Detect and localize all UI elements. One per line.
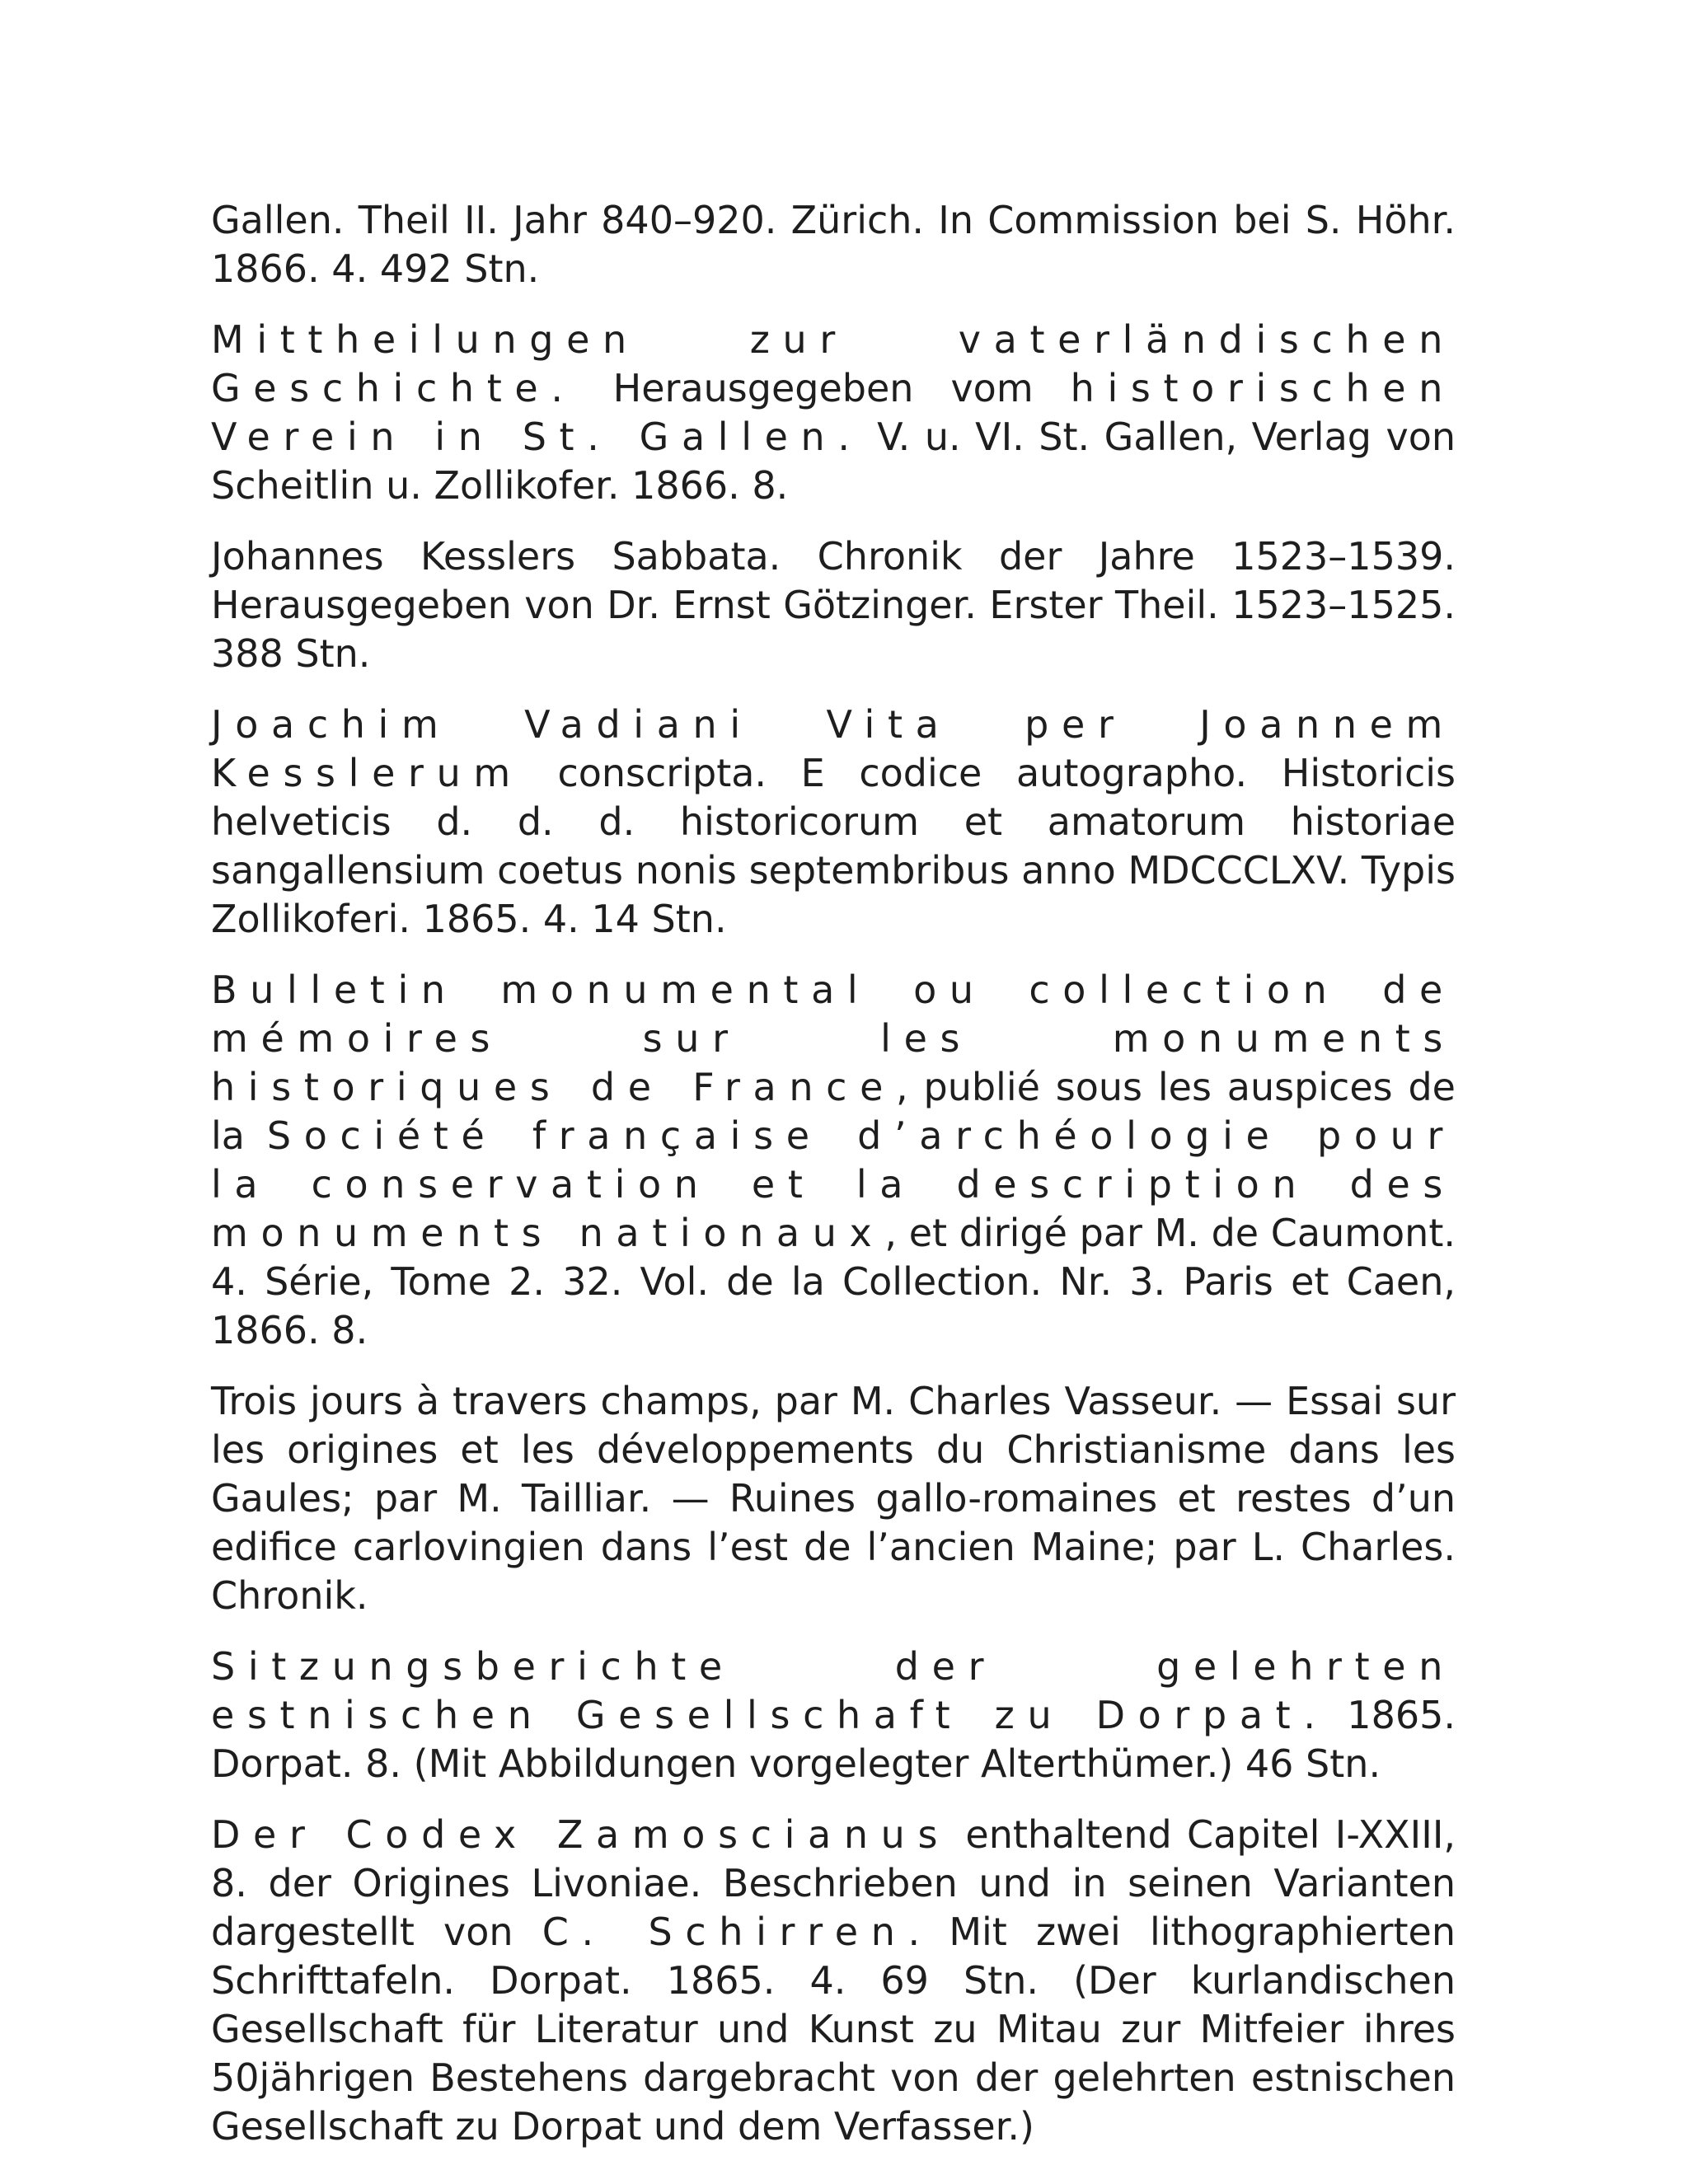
entry-text: Herausgegeben vom <box>575 366 1071 410</box>
entry-text: , publié sous les auspices de la <box>211 1065 1456 1158</box>
bibliography-entry <box>211 1643 1456 1788</box>
bibliography-entry <box>211 196 1456 293</box>
bibliography-entry <box>211 701 1456 944</box>
bibliography-entry <box>211 1811 1456 2151</box>
entry-text: . Mit zwei lithographierten Schrifttafeln. Dorpat. 1865. 4. 69 Stn. (Der kurlandischen Gesellschaft für Literatur und Kunst zu Mitau zur Mitfeier ihres 50jährigen Bestehens dargebracht von der gelehrten estnischen Gesellschaft zu Dorpat und dem Verfasser.) <box>211 1910 1456 2149</box>
spaced-title: Société française d’archéologie pour la conservation et la description des monuments nationaux <box>211 1113 1456 1255</box>
bibliography-entry <box>211 316 1456 510</box>
entry-text: Gallen. Theil II. Jahr 840–920. Zürich. In Commission bei S. Höhr. 1866. 4. 492 Stn. <box>211 198 1456 291</box>
entry-text: 1865. Dorpat. 8. (Mit Abbildungen vorgelegter Alterthümer.) 46 Stn. <box>211 1693 1456 1786</box>
bibliography-entry <box>211 532 1456 678</box>
entry-text: conscripta. E codice autographo. Historicis helveticis d. d. d. historicorum et amatorum historiae sangallensium coetus nonis septembribus anno MDCCCLXV. Typis Zollikoferi. 1865. 4. 14 Stn. <box>211 751 1456 941</box>
bibliography-entry <box>211 1377 1456 1620</box>
spaced-title: Mittheilungen zur vaterländischen Geschichte. <box>211 317 1456 410</box>
entry-text: V. u. VI. St. Gallen, Verlag von Scheitlin u. Zollikofer. 1866. 8. <box>211 415 1456 508</box>
bibliography-entry <box>211 966 1456 1355</box>
spaced-title: Der Codex Zamoscianus <box>211 1812 951 1857</box>
entry-text: , et dirigé par M. de Caumont. 4. Série, Tome 2. 32. Vol. de la Collection. Nr. 3. Paris et Caen, 1866. 8. <box>211 1211 1456 1352</box>
entry-text: enthaltend Capitel I-XXIII, 8. der Origines Livoniae. Beschrieben und in seinen Varianten dargestellt von <box>211 1812 1456 1954</box>
spaced-title: Joachim Vadiani Vita per Joannem Kesslerum <box>211 702 1456 795</box>
entry-text: Johannes Kesslers Sabbata. Chronik der Jahre 1523–1539. Herausgegeben von Dr. Ernst Götzinger. Erster Theil. 1523–1525. 388 Stn. <box>211 534 1456 676</box>
entry-text: Trois jours à travers champs, par M. Charles Vasseur. — Essai sur les origines et les développements du Christianisme dans les Gaules; par M. Tailliar. — Ruines gallo-romaines et restes d’un edifice carlovingien dans l’est de l’ancien Maine; par L. Charles. Chronik. <box>211 1379 1456 1618</box>
spaced-title: C. Schirren <box>542 1910 908 1954</box>
spaced-title: historischen Verein in St. Gallen. <box>211 366 1456 459</box>
document-page <box>211 196 1456 2173</box>
spaced-title: Sitzungsberichte der gelehrten estnischen Gesellschaft zu Dorpat. <box>211 1644 1456 1737</box>
spaced-title: Bulletin monumental ou collection de mémoires sur les monuments historiques de France <box>211 968 1456 1109</box>
